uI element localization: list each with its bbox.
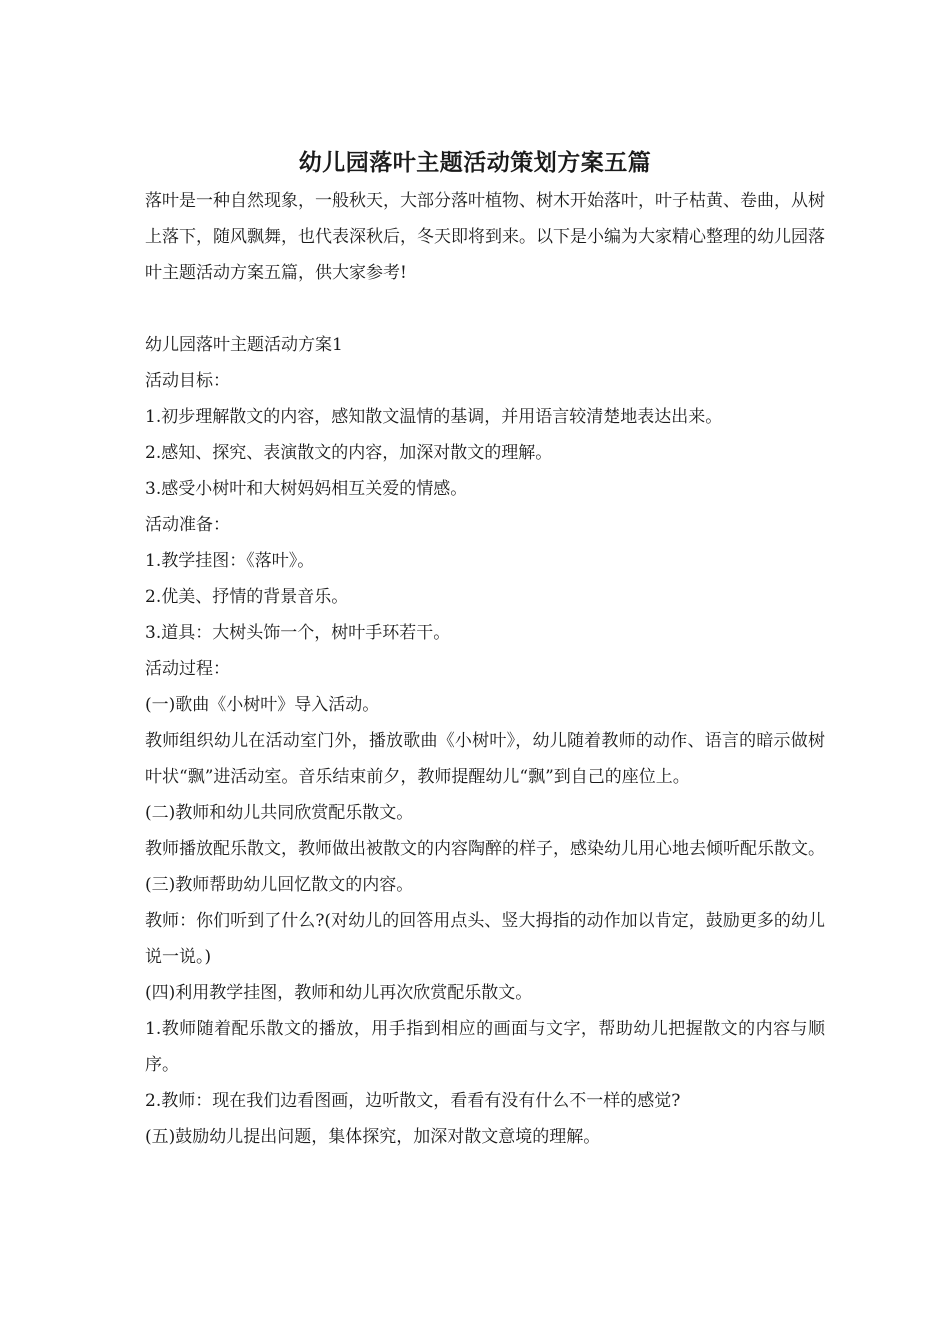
step-heading: (二)教师和幼儿共同欣赏配乐散文。 xyxy=(145,803,414,823)
goals-heading: 活动目标： xyxy=(145,371,230,391)
step-heading: (四)利用教学挂图，教师和幼儿再次欣赏配乐散文。 xyxy=(145,983,533,1003)
prep-item: 3.道具：大树头饰一个，树叶手环若干。 xyxy=(145,623,451,643)
prep-heading: 活动准备： xyxy=(145,515,230,535)
step-heading: (五)鼓励幼儿提出问题，集体探究，加深对散文意境的理解。 xyxy=(145,1127,601,1147)
step-heading: (一)歌曲《小树叶》导入活动。 xyxy=(145,695,380,715)
section-heading: 幼儿园落叶主题活动方案1 xyxy=(145,335,343,355)
step-paragraph: 教师：你们听到了什么?(对幼儿的回答用点头、竖大拇指的动作加以肯定，鼓励更多的幼儿说一说。) xyxy=(145,911,825,967)
step-paragraph: 1.教师随着配乐散文的播放，用手指到相应的画面与文字，帮助幼儿把握散文的内容与顺序。 xyxy=(145,1019,825,1075)
document-title: 幼儿园落叶主题活动策划方案五篇 xyxy=(298,149,652,177)
step-paragraph: 2.教师：现在我们边看图画，边听散文，看看有没有什么不一样的感觉? xyxy=(145,1091,681,1111)
step-paragraph: 教师组织幼儿在活动室门外，播放歌曲《小树叶》，幼儿随着教师的动作、语言的暗示做树叶状“飘”进活动室。音乐结束前夕，教师提醒幼儿“飘”到自己的座位上。 xyxy=(145,731,825,787)
goal-item: 1.初步理解散文的内容，感知散文温情的基调，并用语言较清楚地表达出来。 xyxy=(145,407,723,427)
document-body xyxy=(145,327,825,1155)
process-heading: 活动过程： xyxy=(145,659,230,679)
goal-item: 3.感受小树叶和大树妈妈相互关爱的情感。 xyxy=(145,479,468,499)
goal-item: 2.感知、探究、表演散文的内容，加深对散文的理解。 xyxy=(145,443,553,463)
step-paragraph: 教师播放配乐散文，教师做出被散文的内容陶醉的样子，感染幼儿用心地去倾听配乐散文。 xyxy=(145,839,825,859)
prep-item: 1.教学挂图：《落叶》。 xyxy=(145,551,315,571)
prep-item: 2.优美、抒情的背景音乐。 xyxy=(145,587,349,607)
intro-paragraph: 落叶是一种自然现象，一般秋天，大部分落叶植物、树木开始落叶，叶子枯黄、卷曲，从树上落下，随风飘舞，也代表深秋后，冬天即将到来。以下是小编为大家精心整理的幼儿园落叶主题活动方案五篇，供大家参考! xyxy=(145,191,825,283)
step-heading: (三)教师帮助幼儿回忆散文的内容。 xyxy=(145,875,414,895)
